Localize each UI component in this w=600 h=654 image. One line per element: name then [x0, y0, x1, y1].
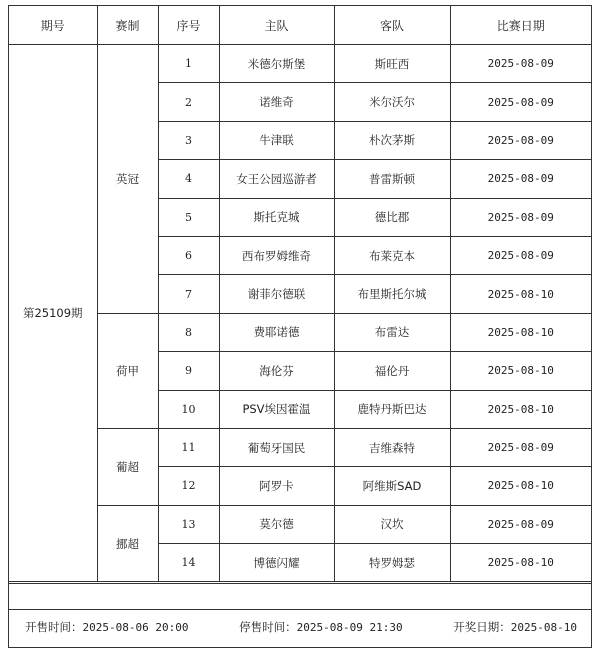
home-cell: 阿罗卡 — [219, 467, 334, 505]
away-cell: 布里斯托尔城 — [334, 275, 450, 313]
index-cell: 7 — [158, 275, 219, 313]
home-cell: 莫尔德 — [219, 505, 334, 543]
date-cell: 2025-08-10 — [450, 390, 591, 428]
index-cell: 11 — [158, 428, 219, 466]
date-cell: 2025-08-10 — [450, 544, 591, 582]
table-bottom-divider — [9, 583, 591, 584]
away-cell: 布雷达 — [334, 313, 450, 351]
date-cell: 2025-08-10 — [450, 352, 591, 390]
sale-stop-label: 停售时间： — [239, 620, 297, 634]
home-cell: 博德闪耀 — [219, 544, 334, 582]
table-row — [9, 428, 591, 466]
away-cell: 普雷斯顿 — [334, 160, 450, 198]
competition-cell: 荷甲 — [97, 313, 158, 428]
header-date: 比赛日期 — [450, 6, 591, 45]
date-cell: 2025-08-10 — [450, 313, 591, 351]
sale-start-info — [25, 619, 188, 635]
index-cell: 1 — [158, 45, 219, 83]
sale-stop-value: 2025-08-09 21:30 — [296, 621, 403, 634]
date-cell: 2025-08-09 — [450, 198, 591, 236]
home-cell: 牛津联 — [219, 121, 334, 159]
home-cell: 葡萄牙国民 — [219, 428, 334, 466]
header-issue: 期号 — [9, 6, 97, 45]
index-cell: 5 — [158, 198, 219, 236]
date-cell: 2025-08-09 — [450, 160, 591, 198]
competition-cell: 葡超 — [97, 428, 158, 505]
away-cell: 福伦丹 — [334, 352, 450, 390]
date-cell: 2025-08-09 — [450, 83, 591, 121]
competition-cell: 挪超 — [97, 505, 158, 582]
away-cell: 汉坎 — [334, 505, 450, 543]
sale-start-value: 2025-08-06 20:00 — [82, 621, 189, 634]
header-home: 主队 — [219, 6, 334, 45]
home-cell: 西布罗姆维奇 — [219, 236, 334, 274]
home-cell: 谢菲尔德联 — [219, 275, 334, 313]
sale-stop-info — [239, 619, 402, 635]
date-cell: 2025-08-10 — [450, 467, 591, 505]
header-away: 客队 — [334, 6, 450, 45]
table-row — [9, 313, 591, 351]
index-cell: 12 — [158, 467, 219, 505]
index-cell: 4 — [158, 160, 219, 198]
date-cell: 2025-08-09 — [450, 236, 591, 274]
date-cell: 2025-08-09 — [450, 505, 591, 543]
header-row — [9, 6, 591, 45]
sale-start-label: 开售时间： — [25, 620, 83, 634]
away-cell: 特罗姆瑟 — [334, 544, 450, 582]
home-cell: 海伦芬 — [219, 352, 334, 390]
index-cell: 6 — [158, 236, 219, 274]
index-cell: 8 — [158, 313, 219, 351]
index-cell: 10 — [158, 390, 219, 428]
date-cell: 2025-08-10 — [450, 275, 591, 313]
draw-date-value: 2025-08-10 — [510, 621, 577, 634]
index-cell: 2 — [158, 83, 219, 121]
away-cell: 吉维森特 — [334, 428, 450, 466]
away-cell: 斯旺西 — [334, 45, 450, 83]
table-row — [9, 45, 591, 83]
away-cell: 米尔沃尔 — [334, 83, 450, 121]
home-cell: 诺维奇 — [219, 83, 334, 121]
schedule-sheet — [8, 5, 592, 648]
away-cell: 布莱克本 — [334, 236, 450, 274]
header-competition: 赛制 — [97, 6, 158, 45]
home-cell: 费耶诺德 — [219, 313, 334, 351]
away-cell: 德比郡 — [334, 198, 450, 236]
sale-info-footer — [9, 612, 591, 642]
home-cell: 女王公园巡游者 — [219, 160, 334, 198]
home-cell: PSV埃因霍温 — [219, 390, 334, 428]
draw-date-info — [453, 619, 577, 635]
competition-cell: 英冠 — [97, 45, 158, 314]
table-row — [9, 505, 591, 543]
index-cell: 3 — [158, 121, 219, 159]
home-cell: 斯托克城 — [219, 198, 334, 236]
footer-divider — [9, 609, 591, 610]
date-cell: 2025-08-09 — [450, 121, 591, 159]
away-cell: 鹿特丹斯巴达 — [334, 390, 450, 428]
header-index: 序号 — [158, 6, 219, 45]
away-cell: 朴次茅斯 — [334, 121, 450, 159]
date-cell: 2025-08-09 — [450, 428, 591, 466]
away-cell: 阿维斯SAD — [334, 467, 450, 505]
date-cell: 2025-08-09 — [450, 45, 591, 83]
index-cell: 9 — [158, 352, 219, 390]
home-cell: 米德尔斯堡 — [219, 45, 334, 83]
draw-date-label: 开奖日期： — [453, 620, 511, 634]
issue-cell: 第25109期 — [9, 45, 97, 582]
index-cell: 14 — [158, 544, 219, 582]
index-cell: 13 — [158, 505, 219, 543]
match-table — [9, 6, 591, 582]
